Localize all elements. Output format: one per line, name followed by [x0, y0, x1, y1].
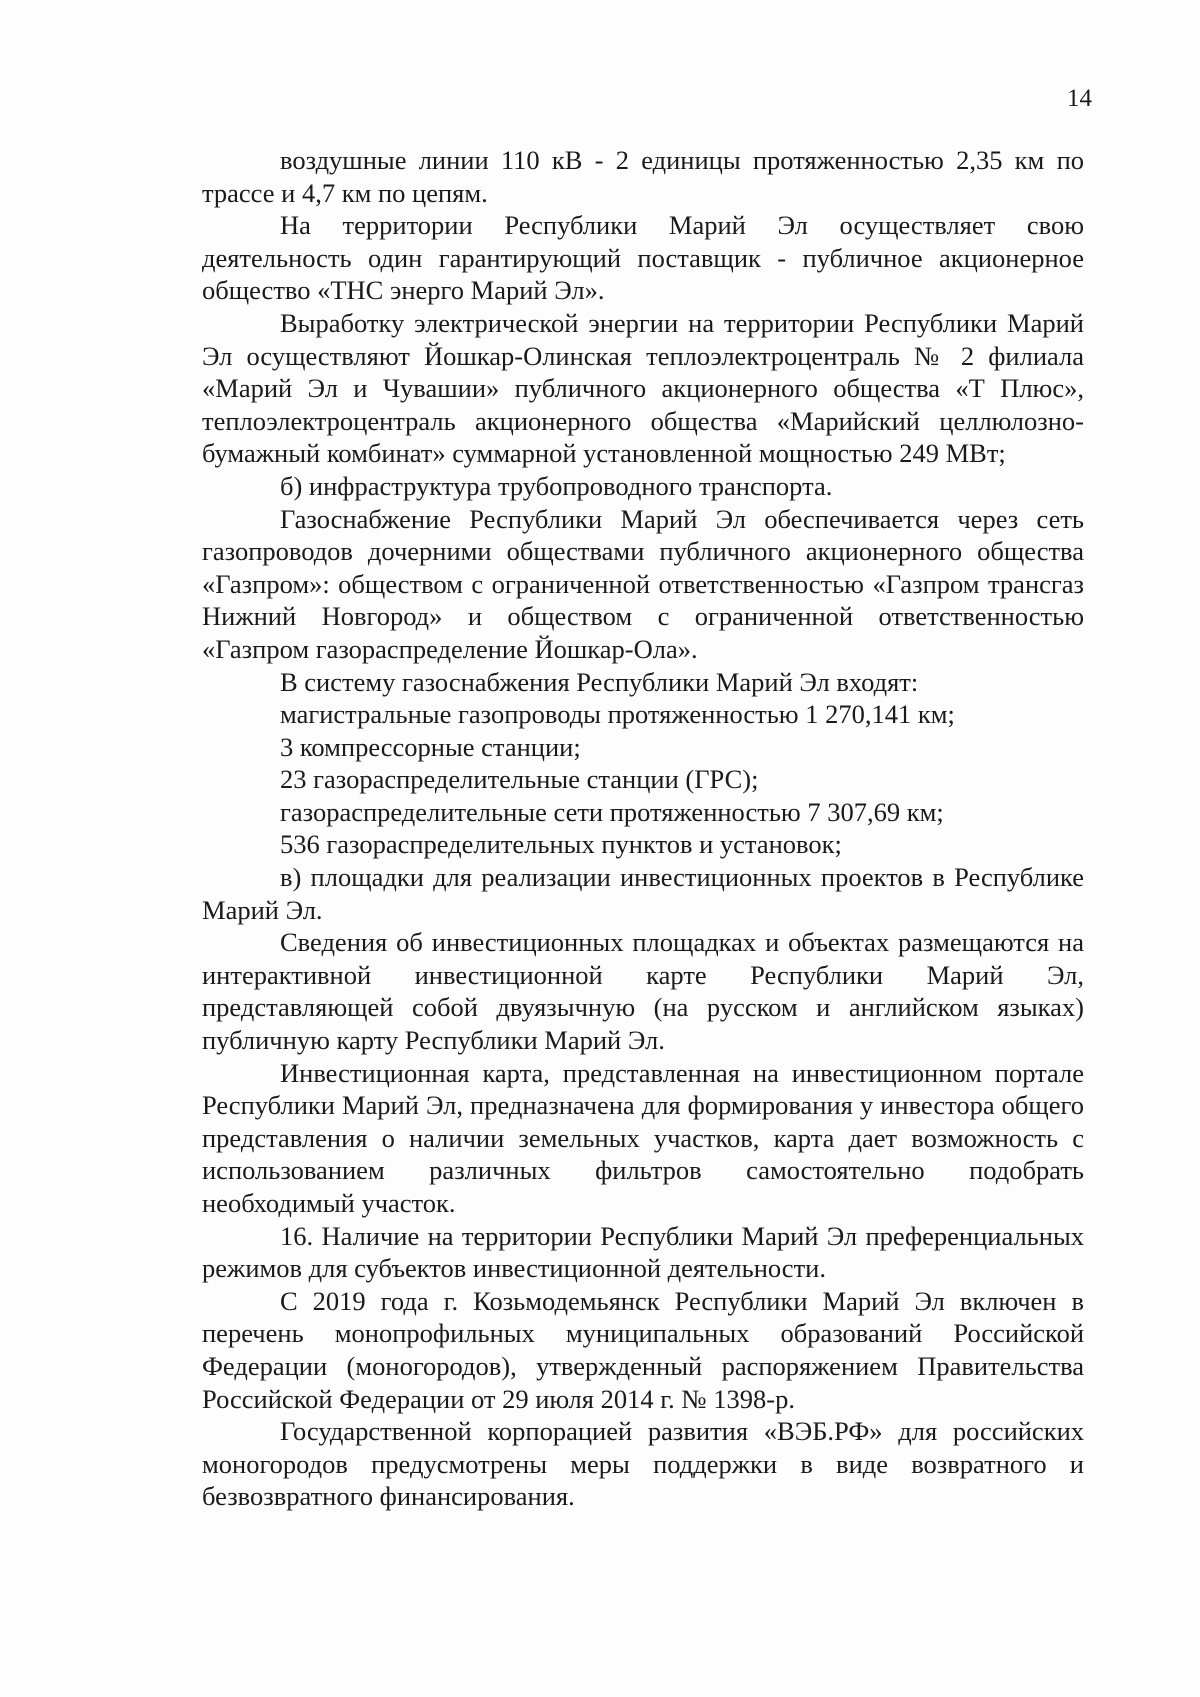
- list-item-distribution-points: 536 газораспределительных пунктов и установок;: [280, 829, 842, 860]
- paragraph-investment-portal: Инвестиционная карта, представленная на инвестиционном портале Республики Марий Эл, предназначена для формирования у инвестора общего представления о наличии земельных участков, карта дает возможность с использованием различных фильтров самостоятельно подобрать необходимый участок.: [202, 1057, 1084, 1218]
- paragraph-overhead-lines: воздушные линии 110 кВ - 2 единицы протяженностью 2,35 км по трассе и 4,7 км по цепям.: [202, 145, 1084, 208]
- list-item-main-pipelines: магистральные газопроводы протяженностью 1 270,141 км;: [280, 699, 955, 730]
- paragraph-preferential-regimes: 16. Наличие на территории Республики Марий Эл преференциальных режимов для субъектов инвестиционной деятельности.: [202, 1220, 1084, 1284]
- list-item-distribution-stations: 23 газораспределительные станции (ГРС);: [280, 764, 759, 795]
- page-number: 14: [1067, 85, 1092, 112]
- paragraph-investment-map: Сведения об инвестиционных площадках и объектах размещаются на интерактивной инвестиционной карте Республики Марий Эл, представляющей собой двуязычную (на русском и английском языках) публичную карту Республики Марий Эл.: [202, 927, 1084, 1056]
- paragraph-investment-sites-heading: в) площадки для реализации инвестиционных проектов в Республике Марий Эл.: [202, 862, 1084, 925]
- list-item-compressor-stations: 3 компрессорные станции;: [280, 731, 581, 762]
- paragraph-pipeline-heading: б) инфраструктура трубопроводного транспорта.: [280, 470, 833, 501]
- document-body: [202, 144, 1084, 1513]
- paragraph-veb-support: Государственной корпорацией развития «ВЭБ.РФ» для российских моногородов предусмотрены меры поддержки в виде возвратного и безвозвратного финансирования.: [202, 1416, 1084, 1512]
- paragraph-gas-supply: Газоснабжение Республики Марий Эл обеспечивается через сеть газопроводов дочерними обществами публичного акционерного общества «Газпром»: обществом с ограниченной ответственностью «Газпром трансгаз Нижний Новгород» и обществом с ограниченной ответственностью «Газпром газораспределение Йошкар-Ола».: [202, 503, 1084, 664]
- paragraph-gas-system-intro: В систему газоснабжения Республики Марий Эл входят:: [280, 666, 919, 697]
- paragraph-generation: Выработку электрической энергии на территории Республики Марий Эл осуществляют Йошкар-Олинская теплоэлектроцентраль № 2 филиала «Марий Эл и Чувашии» публичного акционерного общества «Т Плюс», теплоэлектроцентраль акционерного общества «Марийский целлюлозно-бумажный комбинат» суммарной установленной мощностью 249 МВт;: [202, 307, 1084, 469]
- paragraph-supplier: На территории Республики Марий Эл осуществляет свою деятельность один гарантирующий поставщик - публичное акционерное общество «ТНС энерго Марий Эл».: [202, 210, 1084, 306]
- paragraph-monotown: С 2019 года г. Козьмодемьянск Республики Марий Эл включен в перечень монопрофильных муниципальных образований Российской Федерации (моногородов), утвержденный распоряжением Правительства Российской Федерации от 29 июля 2014 г. № 1398-р.: [202, 1285, 1084, 1414]
- list-item-distribution-networks: газораспределительные сети протяженностью 7 307,69 км;: [280, 796, 944, 827]
